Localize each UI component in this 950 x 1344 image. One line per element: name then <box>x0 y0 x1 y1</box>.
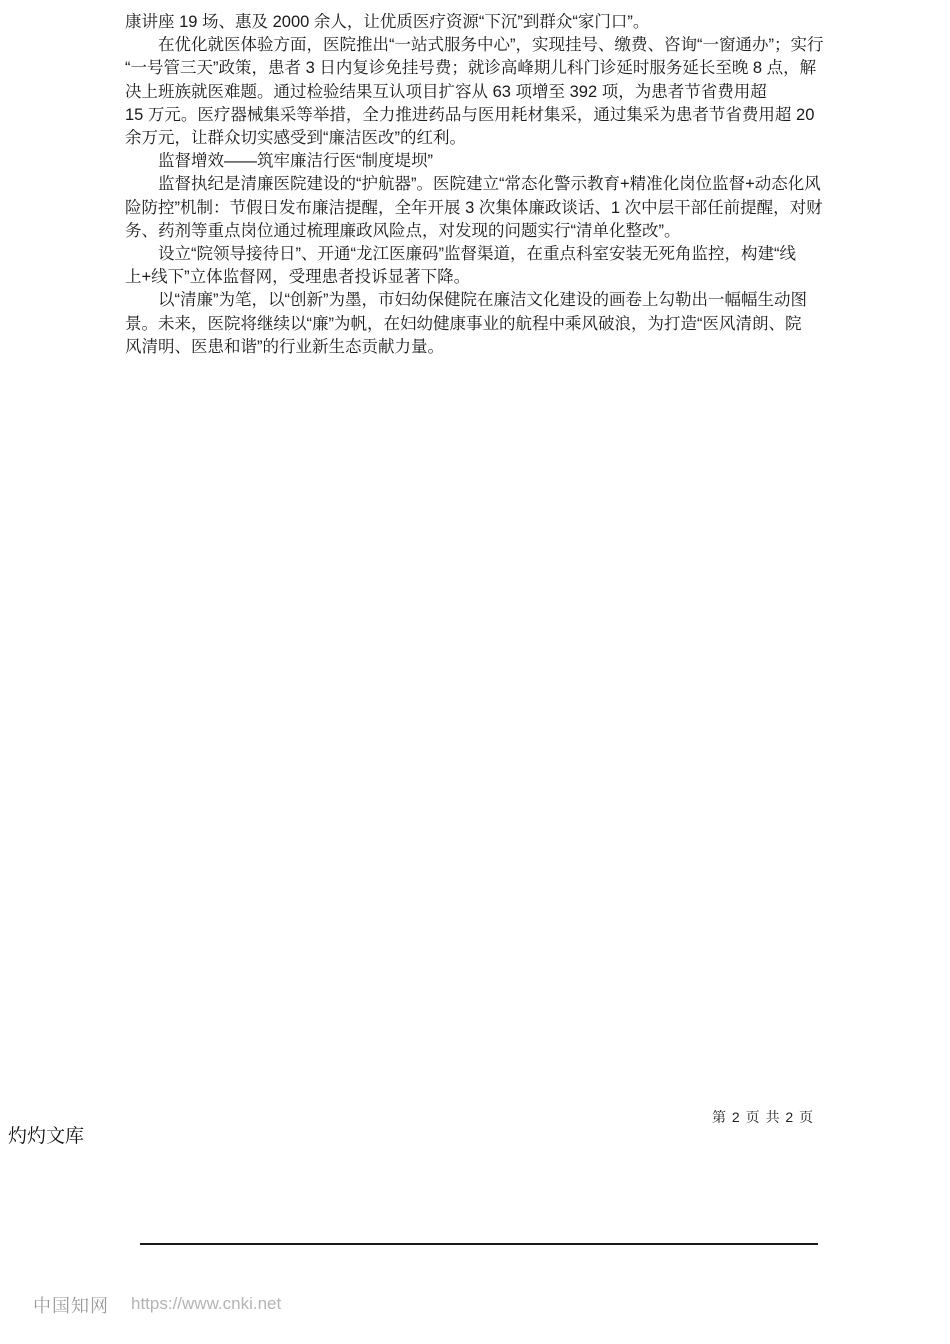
text-line: 监督执纪是清廉医院建设的“护航器”。医院建立“常态化警示教育+精准化岗位监督+动态化风 <box>158 175 821 194</box>
text-line: 决上班族就医难题。通过检验结果互认项目扩容从 63 项增至 392 项，为患者节省费用超 <box>125 82 767 101</box>
page-indicator: 第 2 页 共 2 页 <box>712 1109 815 1125</box>
text-line: 景。未来，医院将继续以“廉”为帆，在妇幼健康事业的航程中乘风破浪，为打造“医风清朗、院 <box>125 314 802 333</box>
watermark-label: 灼灼文库 <box>8 1126 85 1147</box>
cnki-brand-label: 中国知网 <box>33 1296 109 1316</box>
text-line: 务、药剂等重点岗位通过梳理廉政风险点，对发现的问题实行“清单化整改”。 <box>125 221 681 240</box>
text-line: 险防控”机制：节假日发布廉洁提醒，全年开展 3 次集体廉政谈话、1 次中层干部任前提醒，对财 <box>125 198 823 217</box>
cnki-url-link[interactable]: https://www.cnki.net <box>131 1294 282 1313</box>
footer-divider-line <box>140 1243 818 1245</box>
text-line: 15 万元。医疗器械集采等举措，全力推进药品与医用耗材集采，通过集采为患者节省费用超 20 <box>125 105 815 124</box>
text-line: “一号管三天”政策，患者 3 日内复诊免挂号费；就诊高峰期儿科门诊延时服务延长至晚 8 点，解 <box>125 59 817 78</box>
text-line: 以“清廉”为笔，以“创新”为墨，市妇幼保健院在廉洁文化建设的画卷上勾勒出一幅幅生动图 <box>158 291 807 310</box>
text-line: 在优化就医体验方面，医院推出“一站式服务中心”，实现挂号、缴费、咨询“一窗通办”；实行 <box>158 36 824 55</box>
text-line: 设立“院领导接待日”、开通“龙江医廉码”监督渠道，在重点科室安装无死角监控，构建“线 <box>158 245 796 264</box>
text-line: 余万元，让群众切实感受到“廉洁医改”的红利。 <box>125 129 466 148</box>
text-line: 康讲座 19 场、惠及 2000 余人，让优质医疗资源“下沉”到群众“家门口”。 <box>125 13 650 31</box>
document-text <box>125 11 832 359</box>
text-line: 上+线下”立体监督网，受理患者投诉显著下降。 <box>125 268 471 287</box>
text-line: 风清明、医患和谐”的行业新生态贡献力量。 <box>125 337 444 356</box>
text-line: 监督增效——筑牢廉洁行医“制度堤坝” <box>158 152 433 171</box>
